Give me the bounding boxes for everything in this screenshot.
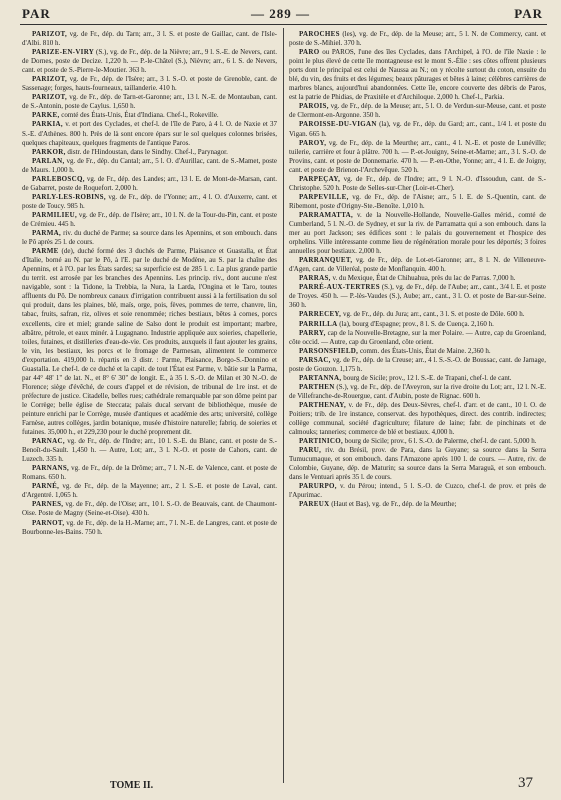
entry-text: vg. de Fr., dép. de Lot-et-Garonne; arr., 8 l. N. de Villeneuve-d'Agen, cant. de Villeréal, poste de Monflanquin. 400 h. [289, 256, 546, 274]
dictionary-entry [289, 347, 546, 356]
entry-headword: PAROY, [299, 138, 327, 147]
entry-headword: PARNÉ, [32, 482, 60, 491]
running-head-left: PAR [22, 6, 51, 21]
entry-headword: PARIZE-EN-VIRY [32, 48, 95, 57]
entry-headword: PARKOR, [32, 147, 66, 156]
dictionary-entry [22, 193, 277, 211]
entry-headword: PARTANNA, [299, 373, 342, 382]
entry-headword: PARSAC, [299, 355, 331, 364]
entry-headword: PARMILIEU, [32, 210, 78, 219]
entry-text: vg. de Fr., dép. de l'Yonne; arr., 4 l. O. d'Auxerre, cant. et poste de Toucy. 985 h. [22, 192, 277, 210]
entry-text: vg. de Fr., dép. de l'Isère; arr., 10 l. N. de la Tour-du-Pin, cant. et poste de Crémieu. 445 h. [22, 210, 277, 228]
dictionary-entry [289, 30, 546, 48]
entry-text: vg. de Fr., dép. de l'Indre; arr., 9 l. N.-O. d'Issoudun, cant. de S.-Christophe. 520 h. Poste de Selles-sur-Cher (Loir-et-Cher). [289, 174, 546, 192]
entry-headword: PARIZOT, [32, 30, 68, 38]
entry-headword: PARPEVILLE, [299, 192, 349, 201]
entry-headword: PARRAS, [299, 274, 331, 283]
dictionary-entry [289, 310, 546, 319]
entry-headword: PARRANQUET, [299, 256, 353, 265]
entry-text: vg. de Fr., dép. de la Meuse; arr., 5 l. O. de Verdun-sur-Meuse, cant. et poste de Clermont-en-Argonne. 350 h. [289, 102, 546, 120]
entry-text: (S.), vg. de Fr., dép. de la Nièvre; arr., 9 l. S.-E. de Nevers, cant. de Dornes, poste de Decize. 1,220 h. — P.-le-Châtel (S.), Nièvre; arr., 6 l. S. de Nevers, cant. et poste de S.-Pierre-le-Moutier. 363 h. [22, 48, 277, 75]
entry-text: bourg de Sicile; prov., 12 l. S.-E. de Trapani, chef-l. de cant. [343, 373, 512, 382]
entry-headword: PARSONSFIELD, [299, 346, 359, 355]
right-column [289, 30, 546, 775]
entry-text: vg. de Fr., dép. de la Meurthe; arr., cant., 4 l. N.-E. et poste de Lunéville; tuilerie, carrière et four à plâtre. 700 h. — P.-et-Jouigny, Seine-et-Marne; arr., 3 l. S.-O. de Provins, cant. et poste de Donnemarie. 470 h. — P.-en-Othe, Yonne; arr., 4 l. E. de Joigny, cant. et poste de Brienon-l'Archevêque. 520 h. [289, 138, 546, 174]
dictionary-entry [22, 157, 277, 175]
entry-headword: PAREUX [299, 500, 330, 509]
entry-text: vg. de Fr., dép. de la H.-Marne; arr., 7 l. N.-E. de Langres, cant. et poste de Bourbonne-les-Bains. 750 h. [22, 518, 277, 536]
entry-headword: PARLY-LES-ROBINS, [32, 192, 106, 201]
entry-text: vg. de Fr., dép. de l'Indre; arr., 10 l. S.-E. du Blanc, cant. et poste de S.-Benoît-du-Sault. 1,450 h. — Autre, Lot; arr., 3 l. N.-O. et poste de Cahors, cant. de Luzech. 335 h. [22, 437, 277, 464]
entry-headword: PARIZOT, [32, 93, 68, 102]
dictionary-entry [289, 274, 546, 283]
entry-headword: PARME [32, 247, 59, 256]
dictionary-entry [289, 102, 546, 120]
header-rule [20, 24, 547, 25]
entry-text: ou PAROS, l'une des îles Cyclades, dans l'Archipel, à l'O. de l'île Naxie : le point le plus élevé de cette île montagneuse est le mont S.-Élie : ses côtes offrent plusieurs ports dont le principal est celui de Naussa au N.; on y récolte surtout du coton, ensuite du blé, du vin, des fruits et des légumes; beaux pâturages et bêtes à laine; célèbres carrières de marbres blancs, aujourd'hui abandonnées. Cette île, encore couverte des débris de Paros, est la patrie de Phidias, de Praxitèle et d'Archiloque. 2,000 h. Chef-l., Parkia. [289, 48, 546, 102]
entry-headword: PARTHEN [299, 382, 335, 391]
dictionary-entry [289, 374, 546, 383]
dictionary-entry [289, 320, 546, 329]
dictionary-entry [289, 283, 546, 310]
entry-text: (de), duché formé des 3 duchés de Parme, Plaisance et Guastalla, et État d'Italie, borné au N. par le Pô, à l'E. par le duché de Modène, au S. par la chaîne des Apennins, et à l'O. par les États sardes; sa superficie est de 285 l. c. La plus grande partie du territ. est arrosée par les branches des Apennins. Les princip. riv., dont aucune n'est navigable, sont : la Tidone, la Trebbia, la Nura, la Larda, l'Ongina et le Taro, toutes affluents du Pô. De nombreux canaux d'irrigation contribuent aussi à la fertilisation du sol qui produit, dans les plaines, blé, maïs, orge, pois, fèves, pommes de terre, chanvre, lin, tabac, fruits, safran, riz, olives et soie renommée; riches bestiaux, bêtes à cornes, porcs excellents, cire et miel; grande saline de Salso dont le produit est important; marbre, albâtre, pétrole, et eaux minér. à Lugagnano. Industrie appliquée aux soieries, chapellerie, toiles, futaines, et distilleries d'eau-de-vie. Ces produits, auxquels il faut ajouter les grains, le vin, les bestiaux, les porcs et le fromage de Parmesan, alimentent le commerce d'exportation. 419,000 h. répartis en 3 distr. : Parme, Plaisance, Borgo-S.-Donnino et Guastalla. Le chef-l. de ce duché et la capit. de tout l'État est Parme, v. bâtie sur la Parma, par 44° 48' 1" de lat. N., et 8° 6' 30" de longit. E., à 35 l. S.-O. de Milan et 30 N.-O. de Florence; siège d'évêché, de cours d'appel et de révision, de tribunal de 1re inst. et de préfecture de justice. Citadelle, belles rues; cathédrale remarquable par son dôme peint par le Corrège; belle église de Steccata; palais ducal servant de bibliothèque, musée de peinture enrichi par le Corrège, musée d'antiques et académie des arts; université, collège Farnèse, autres collèges, jardin botanique, musée d'histoire naturelle; fabriq. de soieries et futaines. 35,000 h., et 229,230 pour le duché proprement dit. [22, 247, 277, 437]
column-divider [283, 28, 284, 783]
entry-headword: PARRAMATTA, [299, 210, 354, 219]
dictionary-entry [22, 500, 277, 518]
entry-text: vg. de Fr., dép. des Landes; arr., 13 l. E. de Mont-de-Marsan, cant. de Gabarret, poste de Roquefort. 2,000 h. [22, 174, 277, 192]
entry-text: vg. de Fr., dép. du Jura; arr., cant., 3 l. S. et poste de Dôle. 600 h. [342, 310, 525, 319]
entry-text: vg. de Fr., dép. de Tarn-et-Garonne; arr., 13 l. N.-E. de Montauban, cant. de S.-Antonin, poste de Caylus. 1,650 h. [22, 93, 277, 111]
entry-text: vg. de Fr., dép. de la Drôme; arr., 7 l. N.-E. de Valence, cant. et poste de Romans. 650 h. [22, 464, 277, 482]
entry-text: (la), bourg d'Espagne; prov., 8 l. S. de Cuença. 2,160 h. [339, 319, 494, 328]
entry-text: vg. de Fr., dép. de l'Oise; arr., 10 l. S.-O. de Beauvais, cant. de Chaumont-Oise. Poste de Magny (Seine-et-Oise). 430 h. [22, 500, 277, 518]
dictionary-entry [22, 519, 277, 537]
entry-headword: PARNAC, [32, 437, 65, 446]
dictionary-entry [22, 93, 277, 111]
entry-text: comté des États-Unis, État d'Indiana. Chef-l., Rokeville. [61, 111, 219, 120]
entry-text: vg. de Fr., dép. de l'Isère; arr., 3 l. S.-O. et poste de Grenoble, cant. de Sassenage; forges, hauts-fourneaux, taillanderie. 410 h. [22, 75, 277, 93]
dictionary-entry [289, 211, 546, 256]
entry-text: (S.), vg. de Fr., dép. de l'Aveyron, sur la rive droite du Lot; arr., 12 l. N.-E. de Villefranche-de-Rouergue, cant. d'Aubin, poste de Rignac. 600 h. [289, 382, 546, 400]
left-column [22, 30, 277, 770]
entry-text: v. et port des Cyclades, et chef-l. de l'île de Paro, à 4 l. O. de Naxie et 37 S.-E. d'Athènes. 800 h. Près de là sont encore épars sur le sol quelques colonnes brisées, quelques chapiteaux, quelques fragments de l'antique Paros. [22, 120, 277, 147]
entry-text: cap de la Nouvelle-Bretagne, sur la mer Polaire. — Autre, cap du Groenland, côte occid. — Autre, cap du Groenland, côte orient. [289, 328, 546, 346]
entry-text: vg. de Fr., dép. de la Creuse; arr., 4 l. S.-S.-O. de Boussac, cant. de Jarnage, poste de Gouzon. 1,175 h. [289, 355, 546, 373]
entry-text: v. du Mexique, État de Chihuahua, près du lac de Parras. 7,000 h. [332, 274, 516, 283]
dictionary-entry [22, 464, 277, 482]
entry-headword: PARLAN, [32, 156, 65, 165]
entry-headword: PARTINICO, [299, 437, 344, 446]
dictionary-entry [22, 247, 277, 437]
entry-headword: PARURPO, [299, 482, 337, 491]
dictionary-entry [22, 175, 277, 193]
dictionary-entry [22, 120, 277, 147]
entry-headword: PAROIS, [299, 102, 329, 111]
entry-headword: PAROCHES [299, 30, 340, 38]
dictionary-entry [289, 401, 546, 437]
dictionary-entry [22, 229, 277, 247]
dictionary-entry [289, 446, 546, 482]
dictionary-entry [22, 111, 277, 120]
dictionary-entry [22, 437, 277, 464]
entry-headword: PARRILLA [299, 319, 338, 328]
entry-text: (les), vg. de Fr., dép. de la Meuse; arr., 5 l. N. de Commercy, cant. et poste de S.-Mihiel. 370 h. [289, 30, 546, 48]
entry-headword: PARNES, [32, 500, 64, 509]
entry-text: vg. de Fr., dép. du Cantal; arr., 5 l. O. d'Aurillac, cant. de S.-Mamet, poste de Maurs. 1,000 h. [22, 156, 277, 174]
dictionary-entry [289, 329, 546, 347]
entry-headword: PARO [299, 48, 320, 57]
entry-headword: PARU, [299, 446, 322, 455]
entry-text: riv. du Brésil, prov. de Para, dans la Guyane; sa source dans la Serra Tumucumaque, et son embouch. dans l'Amazone après 100 l. de cours. — Autre, riv. de Colombie, Guyane, dép. de Maturin; sa source dans la Serra Maraguä, et son embouch. dans le Ventuari après 35 l. de cours. [289, 446, 546, 482]
entry-headword: PARLEBOSCQ, [32, 174, 85, 183]
dictionary-entry [289, 256, 546, 274]
entry-text: vg. de Fr., dép. du Tarn; arr., 3 l. S. et poste de Gaillac, cant. de l'Isle-d'Albi. 810 h. [22, 30, 277, 48]
dictionary-entry [22, 482, 277, 500]
dictionary-entry [22, 75, 277, 93]
entry-text: v. de Fr., dép. des Deux-Sèvres, chef-l. d'arr. et de cant., 10 l. O. de Poitiers; trib. de 1re instance, conservat. des hypothèques, direct. des contrib. indirectes; collège communal, société d'agriculture; filature de laine; fabr. de pinchinats et de calmouks; tanneries; commerce de blé et bestiaux. 4,000 h. [289, 400, 546, 437]
entry-text: distr. de l'Hindoustan, dans le Sindhy. Chef-l., Parynagor. [67, 147, 228, 156]
dictionary-entry [289, 175, 546, 193]
running-head-right: PAR [514, 6, 543, 21]
entry-headword: PARNANS, [32, 464, 70, 473]
dictionary-entry [289, 48, 546, 102]
entry-headword: PARRECEY, [299, 310, 342, 319]
entry-headword: PARKIA, [32, 120, 63, 129]
dictionary-entry [289, 437, 546, 446]
entry-text: (S.), vg. de Fr., dép. de l'Aube; arr., cant., 3/4 l. E. et poste de Troyes. 450 h. — P.-lès-Vaudes (S.), Aube; arr., cant., 3 l. O. et poste de Bar-sur-Seine. 360 h. [289, 283, 546, 310]
entry-headword: PARRY, [299, 328, 326, 337]
entry-headword: PARTHENAY, [299, 400, 347, 409]
entry-headword: PARMA, [32, 229, 62, 238]
dictionary-entry [289, 500, 546, 509]
dictionary-entry [22, 48, 277, 75]
dictionary-entry [289, 193, 546, 211]
entry-text: (Haut et Bas), vg. de Fr., dép. de la Meurthe; [331, 500, 457, 509]
entry-headword: PARNOT, [32, 518, 65, 527]
entry-text: vg. de Fr., dép. de l'Aisne; arr., 5 l. E. de S.-Quentin, cant. de Ribemont, poste d'Origny-Ste.-Benoîte. 1,010 h. [289, 192, 546, 210]
entry-headword: PARIZOT, [32, 75, 68, 84]
dictionary-entry [22, 30, 277, 48]
entry-text: (la), vg. de Fr., dép. du Gard; arr., cant., 1/4 l. et poste du Vigan. 665 h. [289, 120, 546, 138]
dictionary-entry [289, 139, 546, 175]
dictionary-entry [289, 120, 546, 138]
entry-text: comm. des États-Unis, État de Maine. 2,360 h. [359, 346, 491, 355]
entry-headword: PARPEÇAY, [299, 174, 341, 183]
entry-headword: PARKE, [32, 111, 60, 120]
entry-text: v. de la Nouvelle-Hollande, Nouvelle-Galles mérid., comté de Cumberland, 5 l. N.-O. de Sydney, et sur la riv. de Parramatta qui a son embouch. dans la mer au port Jackson; ses édifices sont : le palais du gouvernement et l'hospice des orphelins. Ville intéressante comme lieu de régénération morale pour les déportés; 3 foires annuelles pour bestiaux. 2,000 h. [289, 210, 546, 256]
entry-text: riv. du duché de Parme; sa source dans les Apennins, et son embouch. dans le Pô après 25 l. de cours. [22, 229, 277, 247]
volume-label: TOME II. [110, 780, 154, 791]
dictionary-entry [289, 356, 546, 374]
entry-text: vg. de Fr., dép. de la Mayenne; arr., 2 l. S.-E. et poste de Laval, cant. d'Argentré. 1,065 h. [22, 482, 277, 500]
page-number: — 289 — [251, 6, 310, 21]
entry-text: v. du Pérou; intend., 5 l. S.-O. de Cuzco, chef-l. de prov. et près de l'Apurimac. [289, 482, 546, 500]
entry-headword: PARRÉ-AUX-TERTRES [299, 283, 380, 292]
signature-mark: 37 [518, 775, 533, 791]
dictionary-entry [289, 482, 546, 500]
entry-text: bourg de Sicile; prov., 6 l. S.-O. de Palerme, chef-l. de cant. 5,000 h. [344, 437, 537, 446]
dictionary-entry [22, 148, 277, 157]
dictionary-entry [22, 211, 277, 229]
entry-headword: PAROISSE-DU-VIGAN [299, 120, 377, 129]
dictionary-entry [289, 383, 546, 401]
